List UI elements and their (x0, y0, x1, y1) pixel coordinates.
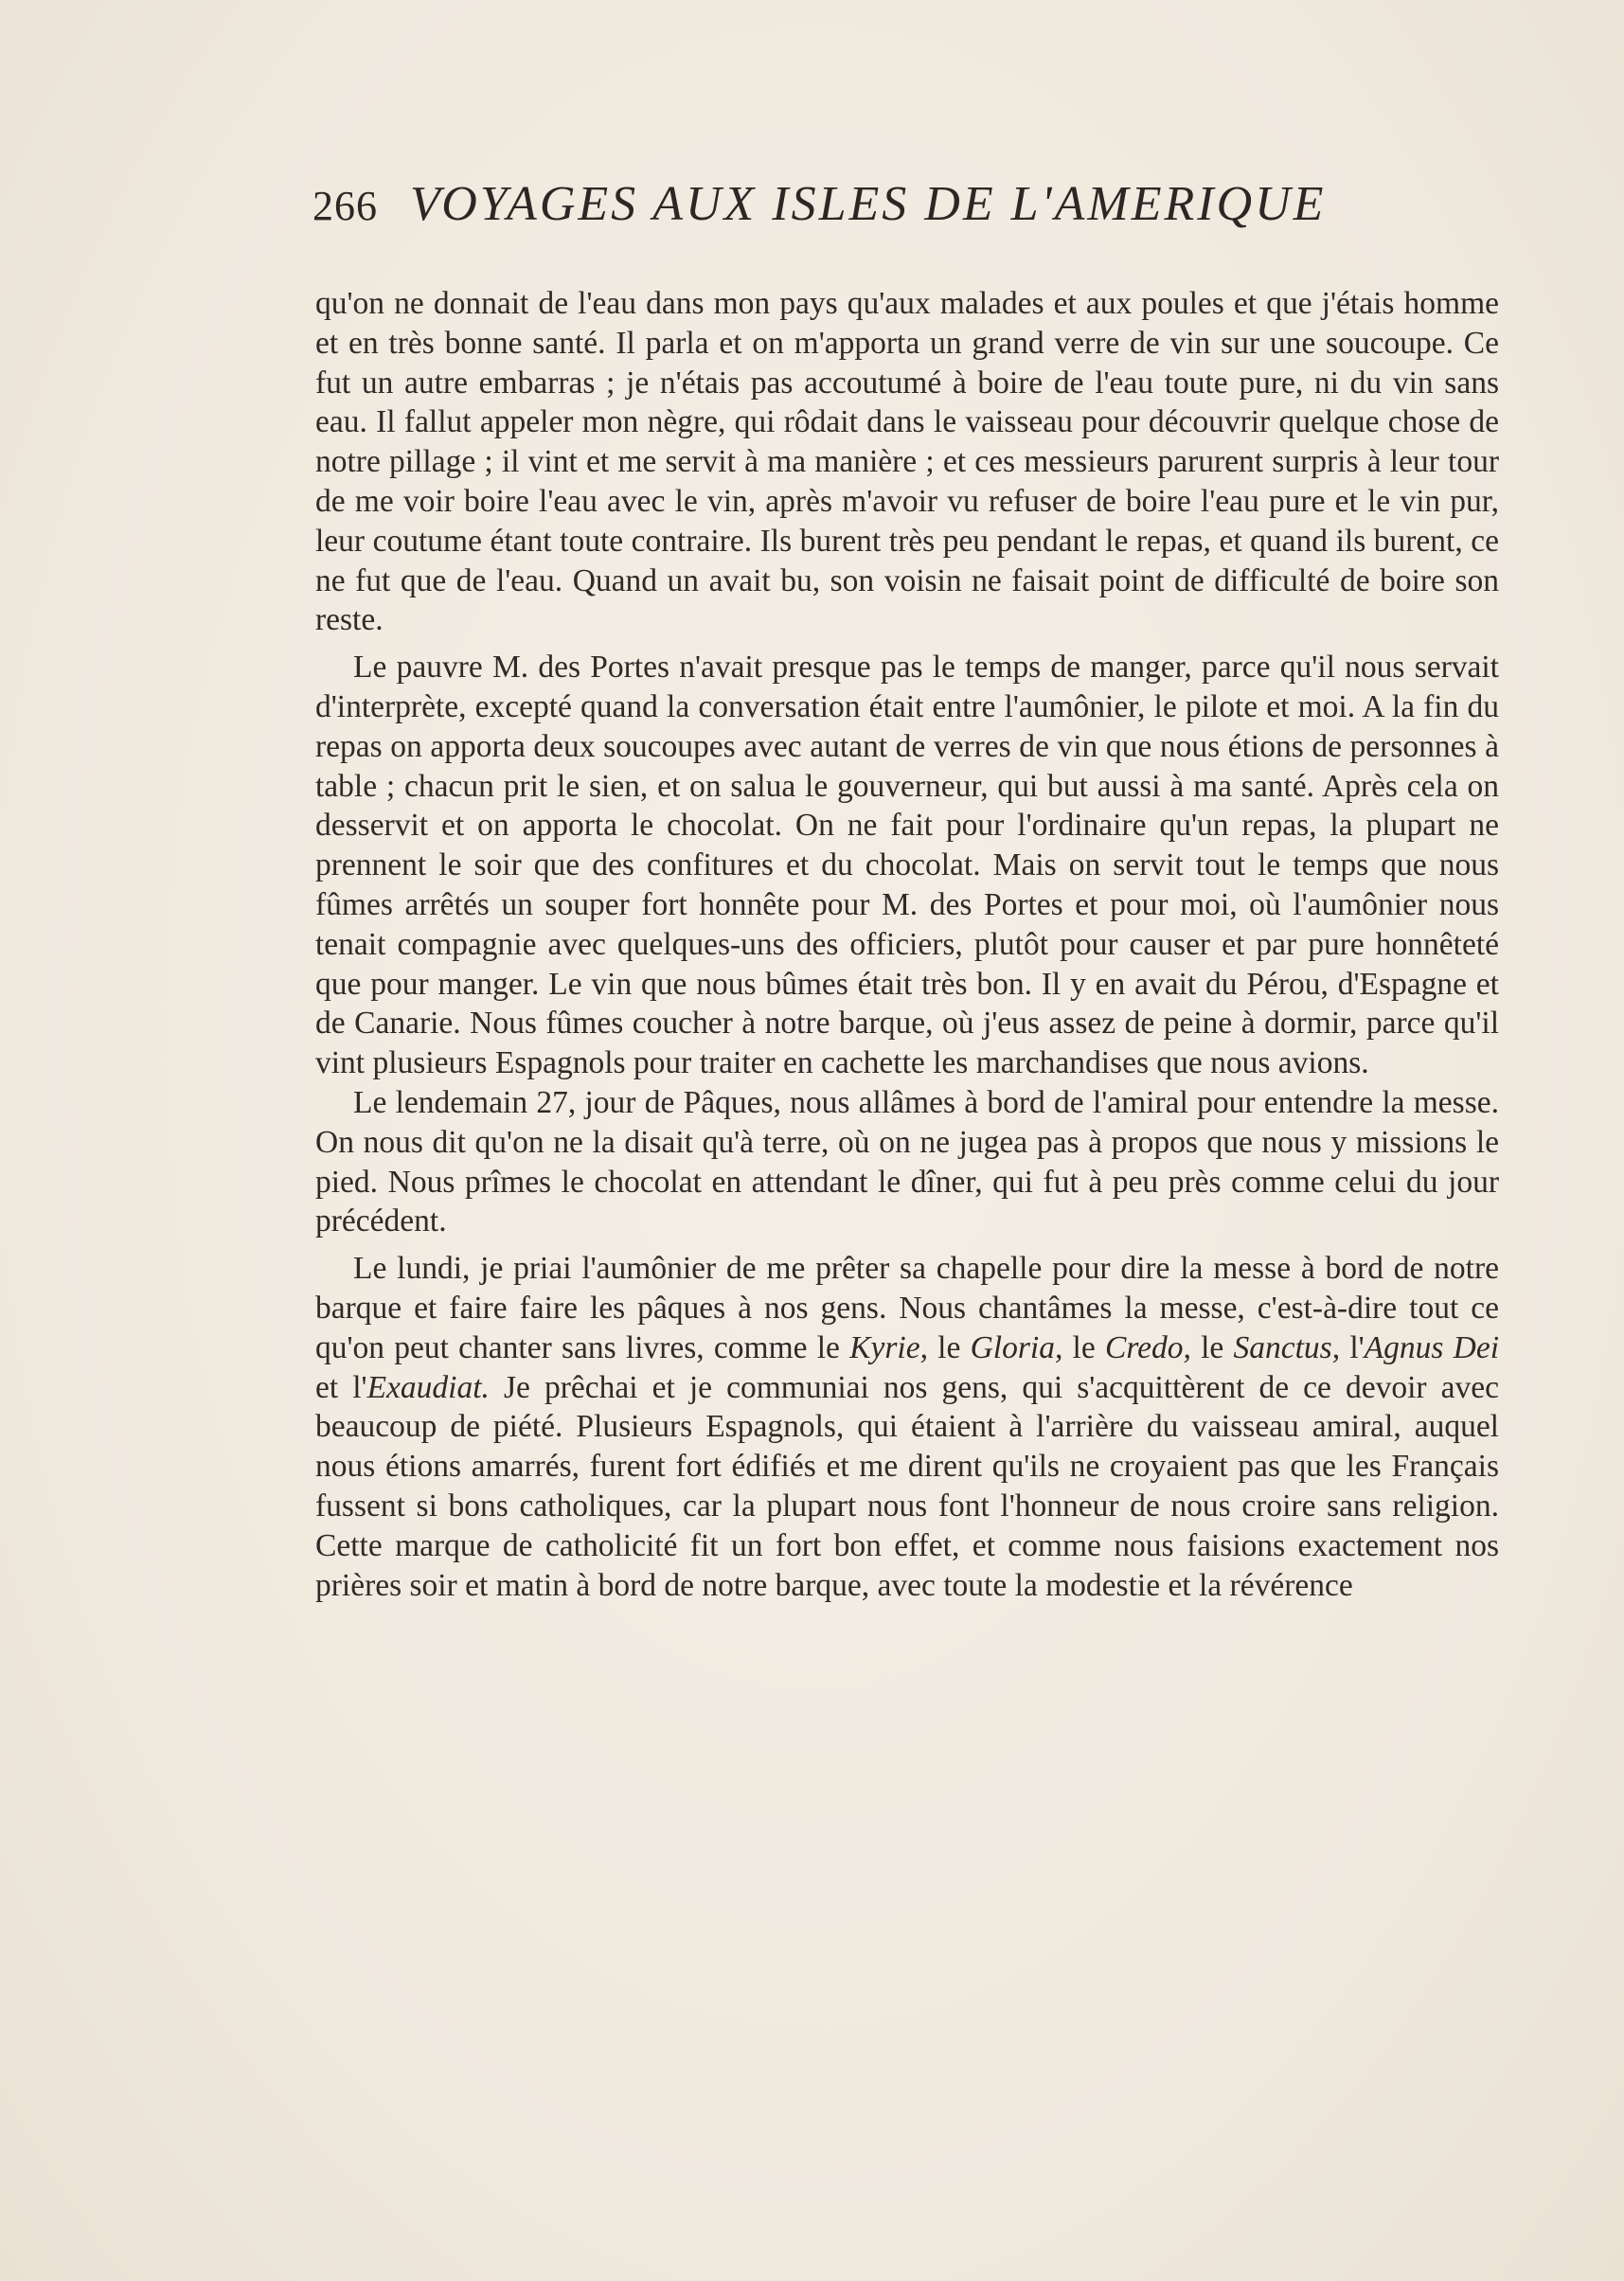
liturgy-kyrie: Kyrie, (849, 1329, 928, 1365)
liturgy-gloria: Gloria, (970, 1329, 1063, 1365)
paragraph-2: Le pauvre M. des Portes n'avait presque pas le temps de manger, parce qu'il nous servait d'interprète, excepté quand la conversation était entre l'aumônier, le pilote et moi. A la fin du repas on apporta deux soucoupes avec autant de verres de vin que nous étions de personnes à table ; chacun prit le sien, et on salua le gouverneur, qui but aussi à ma santé. Après cela on desservit et on apporta le chocolat. On ne fait pour l'ordinaire qu'un repas, la plupart ne prennent le soir que des confitures et du chocolat. Mais on servit tout le temps que nous fûmes arrêtés un souper fort honnête pour M. des Portes et pour moi, où l'aumônier nous tenait compagnie avec quelques-uns des officiers, plutôt pour causer et par pure honnêteté que pour manger. Le vin que nous bûmes était très bon. Il y en avait du Pérou, d'Espagne et de Canarie. Nous fûmes coucher à notre barque, où j'eus assez de peine à dormir, parce qu'il vint plusieurs Espagnols pour traiter en cachette les marchandises que nous avions. (315, 650, 1499, 1081)
paragraph-4-text-d: le (1190, 1329, 1234, 1365)
paragraph-4-text-f: et l' (315, 1369, 367, 1405)
liturgy-credo: Credo, (1104, 1329, 1191, 1365)
paragraph-4-text-c: le (1062, 1329, 1105, 1365)
body-text (315, 284, 1499, 1605)
liturgy-exaudiat: Exaudiat. (366, 1369, 490, 1405)
paragraph-4 (315, 1249, 1499, 1605)
paragraph-4-text-g: Je prêchai et je communiai nos gens, qui s'acquittèrent de ce devoir avec beaucoup de piété. Plusieurs Espagnols, qui étaient à l'arrière du vaisseau amiral, auquel nous étions amarrés, furent fort édifiés et me dirent qu'ils ne croyaient pas que les Français fussent si bons catholiques, car la plupart nous font l'honneur de nous croire sans religion. Cette marque de catholicité fit un fort bon effet, et comme nous faisions exactement nos prières soir et matin à bord de notre barque, avec toute la modestie et la révérence (315, 1369, 1499, 1603)
paragraph-3: Le lendemain 27, jour de Pâques, nous allâmes à bord de l'amiral pour entendre la messe. On nous dit qu'on ne la disait qu'à terre, où on ne jugea pas à propos que nous y missions le pied. Nous prîmes le chocolat en attendant le dîner, qui fut à peu près comme celui du jour précédent. (315, 1084, 1499, 1239)
paragraph-1: qu'on ne donnait de l'eau dans mon pays qu'aux malades et aux poules et que j'étais homme et en très bonne santé. Il parla et on m'apporta un grand verre de vin sur une soucoupe. Ce fut un autre embarras ; je n'étais pas accoutumé à boire de l'eau toute pure, ni du vin sans eau. Il fallut appeler mon nègre, qui rôdait dans le vaisseau pour découvrir quelque chose de notre pillage ; il vint et me servit à ma manière ; et ces messieurs parurent surpris à leur tour de me voir boire l'eau avec le vin, après m'avoir vu refuser de boire l'eau pure et le vin pur, leur coutume étant toute contraire. Ils burent très peu pendant le repas, et quand ils burent, ce ne fut que de l'eau. Quand un avait bu, son voisin ne faisait point de difficulté de boire son reste. (315, 286, 1499, 638)
paragraph-4-text-e: l' (1340, 1329, 1365, 1365)
paragraph-4-text-a: Le lundi, je priai l'aumônier de me prêter sa chapelle pour dire la messe à bord de notre barque et faire faire les pâques à nos gens. Nous chantâmes la messe, c'est-à-dire tout ce qu'on peut chanter sans livres, comme le (315, 1251, 1499, 1365)
running-title: VOYAGES AUX ISLES DE L'AMERIQUE (410, 177, 1327, 231)
liturgy-agnus-dei: Agnus Dei (1364, 1329, 1500, 1365)
paragraph-4-text-b: le (927, 1329, 971, 1365)
page-number: 266 (312, 183, 378, 229)
running-header (312, 176, 1544, 252)
liturgy-sanctus: Sanctus, (1233, 1329, 1341, 1365)
